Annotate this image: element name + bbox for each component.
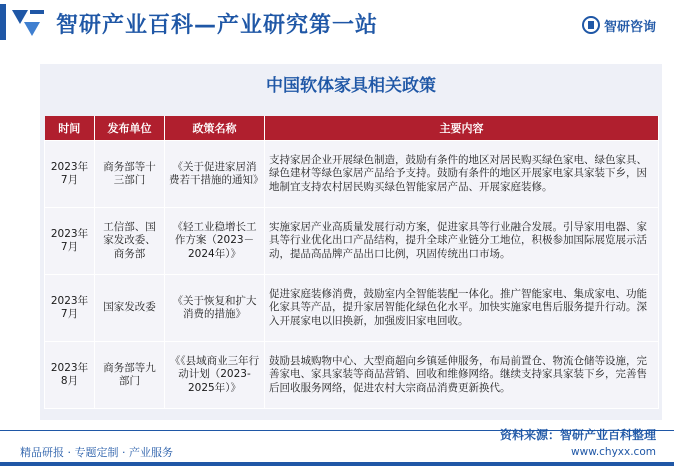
row-policy: 《轻工业稳增长工作方案（2023－2024年）》 xyxy=(165,208,265,275)
footer-services: 精品研报 · 专题定制 · 产业服务 xyxy=(20,446,173,459)
column-header-content: 主要内容 xyxy=(265,116,659,141)
row-issuer: 商务部等九部门 xyxy=(95,342,165,409)
table-row xyxy=(45,275,659,342)
row-date: 2023年7月 xyxy=(45,275,95,342)
row-content: 支持家居企业开展绿色制造，鼓励有条件的地区对居民购买绿色家电、绿色家具、绿色建材等绿色家居产品给予支持。鼓励有条件的地区开展家电家具家装下乡，因地制宜支持农村居民购买绿色智能家居产品、开展家庭装修。 xyxy=(265,141,659,208)
row-policy: 《《县域商业三年行动计划（2023-2025年）》 xyxy=(165,342,265,409)
row-date: 2023年8月 xyxy=(45,342,95,409)
row-content: 鼓励县城购物中心、大型商超向乡镇延伸服务，布局前置仓、物流仓储等设施，完善家电、家具家装等商品营销、回收和维修网络。继续支持家具家装下乡，完善售后回收服务网络，促进农村大宗商品消费更新换代。 xyxy=(265,342,659,409)
policy-panel xyxy=(40,64,662,420)
footer-url[interactable]: www.chyxx.com xyxy=(571,446,656,458)
page-header xyxy=(0,0,674,46)
table-row xyxy=(45,141,659,208)
header-accent-bar xyxy=(0,4,6,40)
table-header-row xyxy=(45,116,659,141)
row-issuer: 国家发改委 xyxy=(95,275,165,342)
row-content: 促进家庭装修消费，鼓励室内全智能装配一体化。推广智能家电、集成家电、功能化家具等产品，提升家居智能化绿色化水平。加快实施家电售后服务提升行动。深入开展家电以旧换新，加强废旧家电回收。 xyxy=(265,275,659,342)
logo-text: 智研咨询 xyxy=(604,19,657,35)
table-row xyxy=(45,342,659,409)
row-content: 实施家居产业高质量发展行动方案，促进家具等行业融合发展。引导家用电器、家具等行业优化出口产品结构，提升全球产业链分工地位，积极参加国际展览展示活动，提品高品牌产品出口比例，巩固传统出口市场。 xyxy=(265,208,659,275)
logo-icon xyxy=(582,16,600,34)
brand-mark-icon xyxy=(10,6,50,40)
row-date: 2023年7月 xyxy=(45,141,95,208)
site-title: 智研产业百科—产业研究第一站 xyxy=(56,13,379,38)
table-row xyxy=(45,208,659,275)
company-logo xyxy=(582,14,656,36)
row-policy: 《关于恢复和扩大消费的措施》 xyxy=(165,275,265,342)
row-policy: 《关于促进家居消费若干措施的通知》 xyxy=(165,141,265,208)
row-issuer: 工信部、国家发改委、商务部 xyxy=(95,208,165,275)
panel-title: 中国软体家具相关政策 xyxy=(266,76,436,96)
policy-table xyxy=(44,116,659,409)
column-header-issuer: 发布单位 xyxy=(95,116,165,141)
footer-source: 资料来源：智研产业百科整理 xyxy=(499,428,656,442)
footer-bar xyxy=(0,462,674,466)
column-header-date: 时间 xyxy=(45,116,95,141)
column-header-policy: 政策名称 xyxy=(165,116,265,141)
row-issuer: 商务部等十三部门 xyxy=(95,141,165,208)
row-date: 2023年7月 xyxy=(45,208,95,275)
